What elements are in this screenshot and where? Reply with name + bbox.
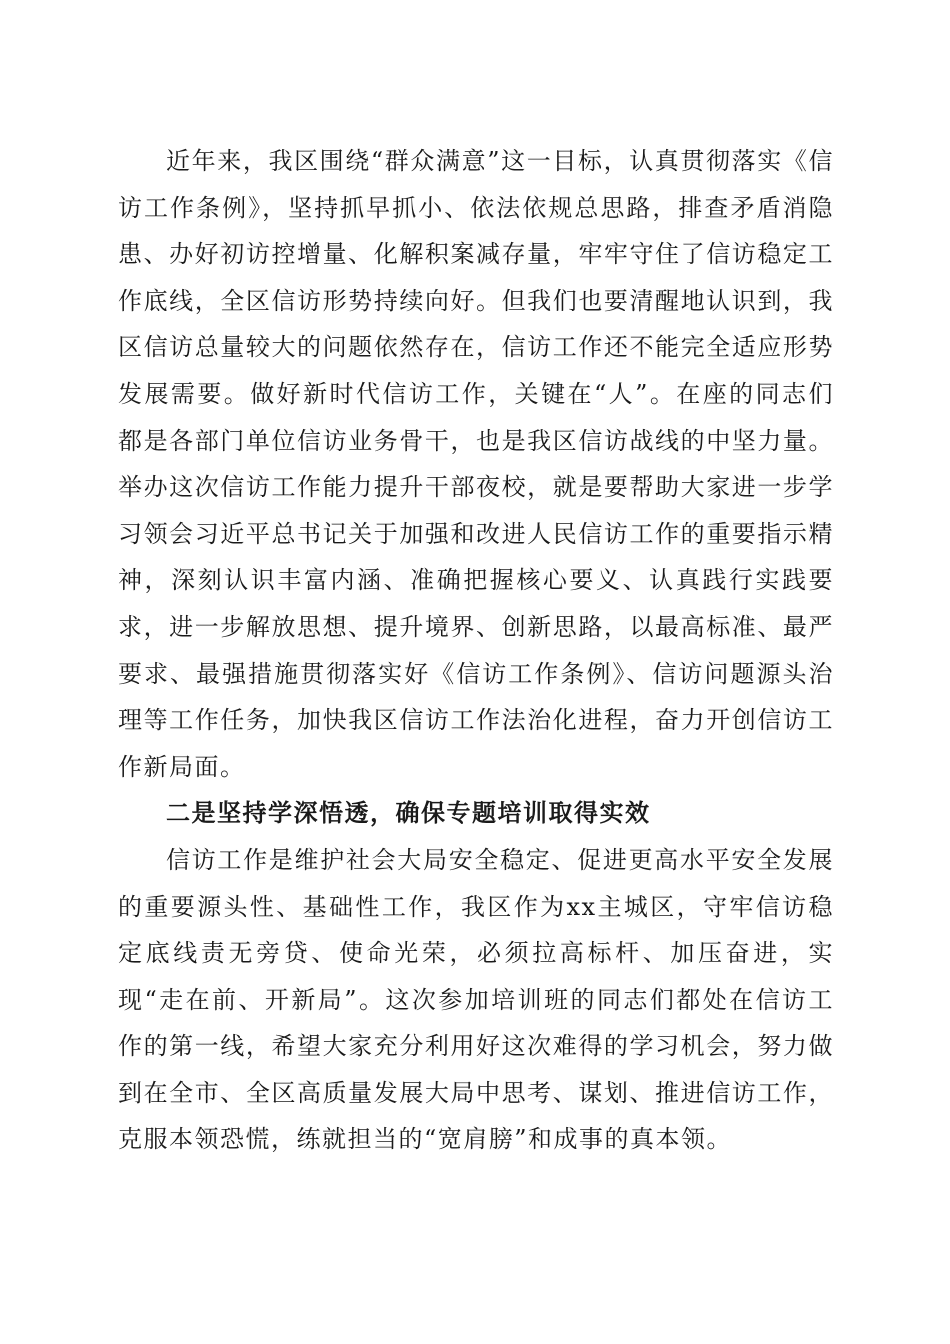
paragraph-training: 信访工作是维护社会大局安全稳定、促进更高水平安全发展的重要源头性、基础性工作，我区作为xx主城区，守牢信访稳定底线责无旁贷、使命光荣，必须拉高标杆、加压奋进，实现“走在前、开新局”。这次参加培训班的同志们都处在信访工作的第一线，希望大家充分利用好这次难得的学习机会，努力做到在全市、全区高质量发展大局中思考、谋划、推进信访工作，克服本领恐慌，练就担当的“宽肩膀”和成事的真本领。 (118, 845, 834, 1154)
document-body (118, 138, 834, 1163)
paragraph-intro: 近年来，我区围绕“群众满意”这一目标，认真贯彻落实《信访工作条例》，坚持抓早抓小、依法依规总思路，排查矛盾消隐患、办好初访控增量、化解积案减存量，牢牢守住了信访稳定工作底线，全区信访形势持续向好。但我们也要清醒地认识到，我区信访总量较大的问题依然存在，信访工作还不能完全适应形势发展需要。做好新时代信访工作，关键在“人”。在座的同志们都是各部门单位信访业务骨干，也是我区信访战线的中坚力量。举办这次信访工作能力提升干部夜校，就是要帮助大家进一步学习领会习近平总书记关于加强和改进人民信访工作的重要指示精神，深刻认识丰富内涵、准确把握核心要义、认真践行实践要求，进一步解放思想、提升境界、创新思路，以最高标准、最严要求、最强措施贯彻落实好《信访工作条例》、信访问题源头治理等工作任务，加快我区信访工作法治化进程，奋力开创信访工作新局面。 (118, 147, 834, 781)
section-heading: 二是坚持学深悟透，确保专题培训取得实效 (166, 799, 651, 828)
